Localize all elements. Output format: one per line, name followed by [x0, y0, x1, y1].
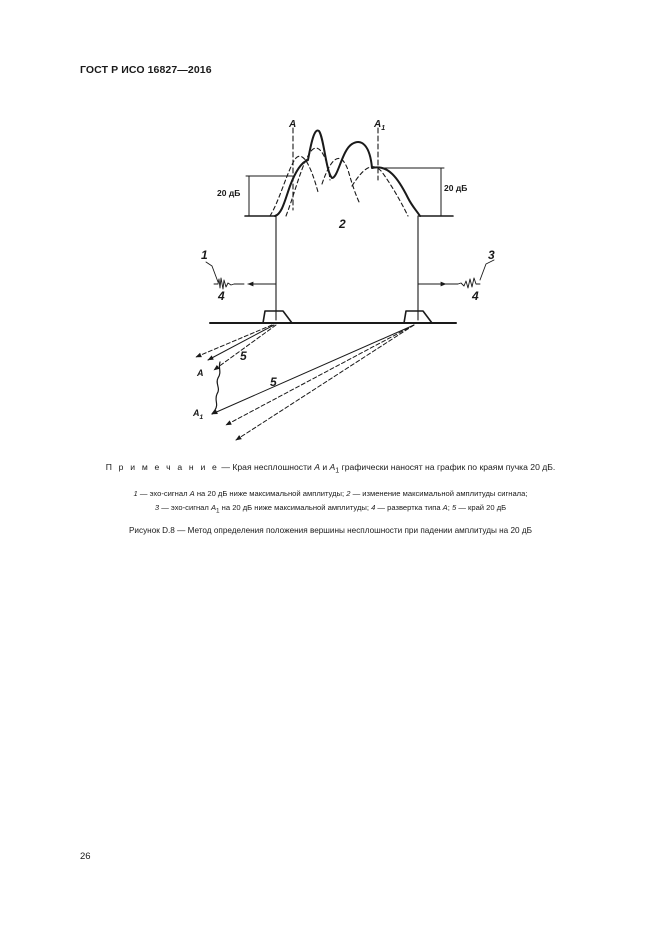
beam-left-3 [214, 325, 276, 370]
legend-item4-num: 4 [371, 503, 376, 512]
dashed-echo-1 [270, 156, 318, 216]
legend-item4-a: A [442, 503, 448, 512]
figure-note [0, 462, 661, 475]
leader-1 [206, 262, 218, 282]
legend-item2-text: — изменение максимальной амплитуды сигнала; [350, 489, 528, 498]
legend-item4-text-a: — развертка типа [375, 503, 443, 512]
note-dash: — Края несплошности [219, 462, 315, 472]
label-20db-right: 20 дБ [444, 183, 468, 193]
note-and: и [319, 462, 330, 472]
page-number: 26 [80, 851, 91, 862]
legend-item5-text: — край 20 дБ [456, 503, 507, 512]
legend-item1-text-b: на 20 дБ ниже максимальной амплитуды; [194, 489, 347, 498]
label-probe-a1: $A_1$ [193, 408, 204, 421]
legend-item1-a: A [189, 489, 195, 498]
legend-line-2 [0, 503, 661, 515]
document-header: ГОСТ Р ИСО 16827—2016 [80, 64, 212, 76]
legend-item3-a: A [210, 503, 217, 512]
figure-caption: Рисунок D.8 — Метод определения положения вершины несплошности при падении амплитуды на 20 дБ [128, 526, 533, 535]
beam-right-3 [236, 325, 414, 440]
figure-d8 [0, 0, 661, 460]
legend-item3-text-a: — эхо-сигнал [159, 503, 211, 512]
label-20db-left: 20 дБ [217, 188, 241, 198]
beam-right-2 [212, 325, 414, 414]
label-2: 2 [339, 217, 346, 231]
label-a: A [289, 119, 297, 130]
legend-item5-num: 5 [451, 503, 457, 512]
ascan-right [446, 278, 480, 288]
dashed-echo-4 [352, 167, 408, 216]
note-a: A [314, 462, 320, 472]
label-4-left: 4 [218, 289, 225, 303]
envelope-curve [275, 130, 420, 216]
beam-right-1 [226, 325, 414, 425]
legend-item1-text-a: — эхо-сигнал [137, 489, 190, 498]
discontinuity [212, 362, 220, 414]
beam-left-1 [196, 325, 272, 357]
leader-3 [480, 260, 494, 280]
legend-item3-sub: 1 [216, 507, 220, 515]
label-3: 3 [488, 248, 495, 262]
note-a1-sub: 1 [335, 466, 340, 475]
legend-item3-text-b: на 20 дБ ниже максимальной амплитуды; [219, 503, 372, 512]
label-5-upper: 5 [240, 349, 247, 363]
legend-item4-text-b: ; [447, 503, 452, 512]
note-prefix: П р и м е ч а н и е [105, 462, 220, 472]
legend-line-1 [0, 489, 661, 498]
label-5-lower: 5 [270, 375, 277, 389]
legend-item3-num: 3 [154, 503, 160, 512]
label-1: 1 [201, 248, 208, 262]
note-a1: A [329, 462, 336, 472]
db-right-bracket [378, 168, 444, 216]
ascan-left [214, 278, 244, 289]
note-rest: графически наносят на график по краям пучка 20 дБ. [339, 462, 556, 472]
legend-item2-num: 2 [346, 489, 351, 498]
legend-item1-num: 1 [133, 489, 138, 498]
probe-left [263, 311, 292, 323]
label-probe-a: A [197, 368, 204, 378]
label-4-right: 4 [472, 289, 479, 303]
label-a1: $A_1$ [374, 119, 386, 132]
